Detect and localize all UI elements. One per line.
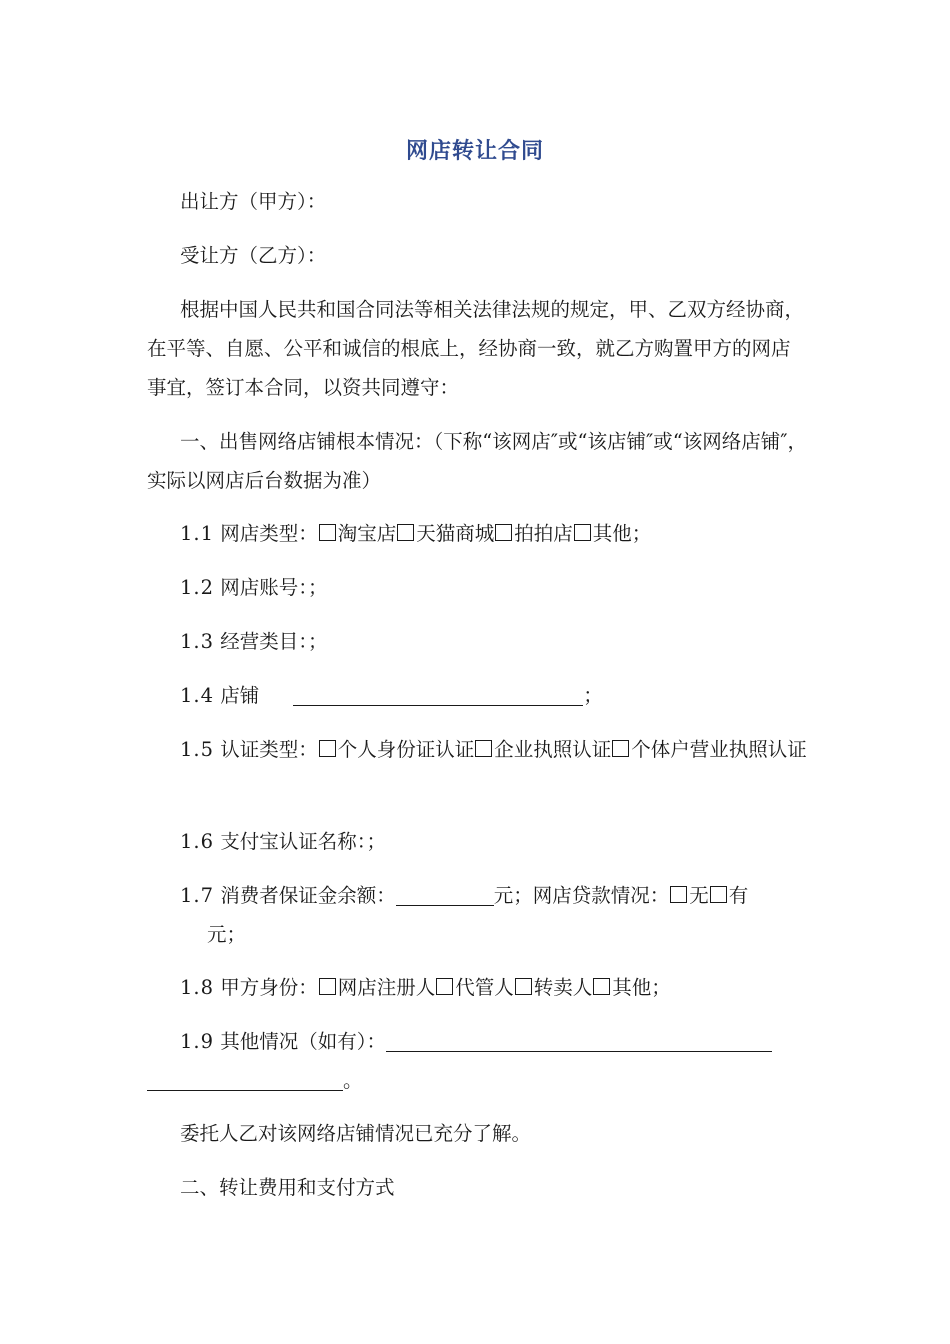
checkbox-icon[interactable] bbox=[495, 524, 512, 541]
party-a-line: 出让方（甲方）： bbox=[180, 190, 327, 213]
item-1-5: 1.5 认证类型： 个人身份证认证 企业执照认证 个体户营业执照认证 bbox=[180, 738, 807, 761]
document-title: 网店转让合同 bbox=[405, 139, 544, 164]
checkbox-icon[interactable] bbox=[319, 740, 336, 757]
checkbox-icon[interactable] bbox=[475, 740, 492, 757]
store-blank-field[interactable] bbox=[293, 683, 583, 706]
item-1-9: 1.9 其他情况（如有）： 。 bbox=[147, 1022, 807, 1100]
checkbox-icon[interactable] bbox=[612, 740, 629, 757]
item-1-7: 1.7 消费者保证金余额： 元；网店贷款情况： 无 有元； bbox=[180, 884, 749, 946]
other-info-blank-field[interactable] bbox=[386, 1029, 772, 1052]
checkbox-icon[interactable] bbox=[436, 978, 453, 995]
checkbox-icon[interactable] bbox=[593, 978, 610, 995]
item-1-1: 1.1 网店类型： 淘宝店 天猫商城 拍拍店 其他； bbox=[180, 522, 652, 545]
checkbox-icon[interactable] bbox=[319, 978, 336, 995]
item-1-4: 1.4 店铺 ； bbox=[180, 684, 603, 707]
checkbox-icon[interactable] bbox=[515, 978, 532, 995]
item-1-3: 1.3 经营类目：； bbox=[180, 630, 328, 653]
item-1-8: 1.8 甲方身份： 网店注册人 代管人 转卖人 其他； bbox=[180, 976, 671, 999]
deposit-blank-field[interactable] bbox=[396, 883, 494, 906]
item-1-6: 1.6 支付宝认证名称：； bbox=[180, 830, 386, 853]
checkbox-icon[interactable] bbox=[670, 886, 687, 903]
checkbox-icon[interactable] bbox=[710, 886, 727, 903]
item-1-2: 1.2 网店账号：； bbox=[180, 576, 328, 599]
party-b-line: 受让方（乙方）： bbox=[180, 244, 327, 267]
checkbox-icon[interactable] bbox=[574, 524, 591, 541]
checkbox-icon[interactable] bbox=[397, 524, 414, 541]
section-2-heading: 二、转让费用和支付方式 bbox=[180, 1176, 395, 1199]
checkbox-icon[interactable] bbox=[319, 524, 336, 541]
other-info-blank-field-2[interactable] bbox=[147, 1068, 343, 1091]
section-1-heading: 一、出售网络店铺根本情况：（下称“该网店″或“该店铺″或“该网络店铺″，实际以网店后台数据为准） bbox=[147, 430, 808, 492]
acknowledge-line: 委托人乙对该网络店铺情况已充分了解。 bbox=[180, 1122, 532, 1145]
preamble-paragraph: 根据中国人民共和国合同法等相关法律法规的规定，甲、乙双方经协商，在平等、自愿、公平和诚信的根底上，经协商一致，就乙方购置甲方的网店事宜，签订本合同，以资共同遵守： bbox=[147, 298, 805, 399]
